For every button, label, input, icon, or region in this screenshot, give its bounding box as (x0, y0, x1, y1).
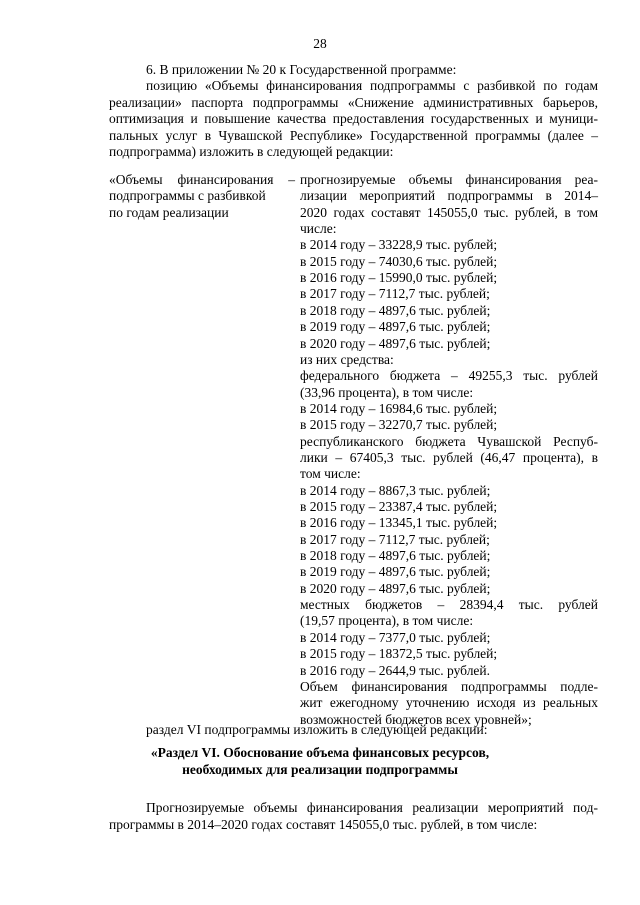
passport-value-line: в 2014 году – 7377,0 тыс. рублей; (300, 629, 491, 645)
passport-value-line: республиканского бюджета Чувашской Респуб- (300, 433, 598, 449)
passport-value-line: прогнозируемые объемы финансирования реа- (300, 172, 598, 187)
passport-value-line: в 2020 году – 4897,6 тыс. рублей; (300, 580, 491, 596)
passport-value-line: в 2015 году – 18372,5 тыс. рублей; (300, 646, 498, 662)
passport-value-line: в 2016 году – 13345,1 тыс. рублей; (300, 515, 498, 531)
section-instruction: раздел VI подпрограммы изложить в следующей редакции: (146, 722, 488, 737)
passport-value-line: 2020 годах составят 145055,0 тыс. рублей, в том (300, 204, 598, 220)
passport-value-line: в 2020 году – 4897,6 тыс. рублей; (300, 335, 491, 351)
page-number: 28 (313, 36, 327, 51)
closing-paragraph-line: программы в 2014–2020 годах составят 145055,0 тыс. рублей, в том числе: (109, 816, 538, 832)
passport-label-line: «Объемы финансирования – (109, 172, 295, 187)
passport-value-line: Объем финансирования подпрограммы подле- (300, 678, 598, 694)
passport-value-line: в 2016 году – 15990,0 тыс. рублей; (300, 270, 498, 286)
passport-value-line: (33,96 процента), в том числе: (300, 384, 474, 400)
closing-paragraph-line: Прогнозируемые объемы финансирования реализации мероприятий под- (146, 800, 598, 815)
passport-value-line: местных бюджетов – 28394,4 тыс. рублей (300, 597, 598, 613)
passport-value-line: жит ежегодному уточнению исходя из реальных (300, 695, 598, 711)
intro-paragraph-line: оптимизация и повышение качества предоставления государственных и муници- (109, 111, 598, 127)
passport-value-line: в 2015 году – 32270,7 тыс. рублей; (300, 417, 498, 433)
passport-value-line: в 2015 году – 74030,6 тыс. рублей; (300, 253, 498, 269)
passport-value-line: в 2016 году – 2644,9 тыс. рублей. (300, 662, 491, 678)
section-heading-line-2: необходимых для реализации подпрограммы (182, 762, 458, 777)
intro-item: 6. В приложении № 20 к Государственной программе: (146, 62, 457, 77)
passport-value-line: лизации мероприятий подпрограммы в 2014– (300, 188, 598, 204)
passport-value-line: лики – 67405,3 тыс. рублей (46,47 процента), в (300, 449, 598, 465)
passport-label-line: по годам реализации (109, 204, 229, 220)
passport-value-line: в 2019 году – 4897,6 тыс. рублей; (300, 319, 491, 335)
section-heading-line-1: «Раздел VI. Обоснование объема финансовых ресурсов, (150, 745, 490, 760)
intro-paragraph-line: позицию «Объемы финансирования подпрограммы с разбивкой по годам (146, 78, 598, 93)
passport-value-line: в 2019 году – 4897,6 тыс. рублей; (300, 564, 491, 580)
passport-value-line: федерального бюджета – 49255,3 тыс. рублей (300, 368, 598, 384)
passport-value-line: том числе: (300, 466, 361, 482)
passport-value-line: в 2018 году – 4897,6 тыс. рублей; (300, 302, 491, 318)
passport-value-line: возможностей бюджетов всех уровней»; (300, 711, 532, 727)
passport-value-line: в 2018 году – 4897,6 тыс. рублей; (300, 548, 491, 564)
passport-label-line: подпрограммы с разбивкой (109, 188, 266, 204)
passport-value-line: в 2014 году – 16984,6 тыс. рублей; (300, 400, 498, 416)
intro-paragraph-line: реализации» паспорта подпрограммы «Снижение административных барьеров, (109, 94, 598, 110)
passport-value-line: (19,57 процента), в том числе: (300, 613, 474, 629)
passport-value-line: в 2014 году – 33228,9 тыс. рублей; (300, 237, 498, 253)
passport-value-line: из них средства: (300, 351, 394, 367)
passport-value-line: в 2014 году – 8867,3 тыс. рублей; (300, 482, 491, 498)
passport-value-line: в 2017 году – 7112,7 тыс. рублей; (300, 531, 490, 547)
intro-paragraph-line: подпрограмма) изложить в следующей редакции: (109, 144, 394, 160)
intro-paragraph-line: пальных услуг в Чувашской Республике» Государственной программы (далее – (109, 127, 598, 143)
passport-value-line: числе: (300, 221, 337, 237)
passport-value-line: в 2015 году – 23387,4 тыс. рублей; (300, 499, 498, 514)
passport-value-line: в 2017 году – 7112,7 тыс. рублей; (300, 286, 490, 302)
